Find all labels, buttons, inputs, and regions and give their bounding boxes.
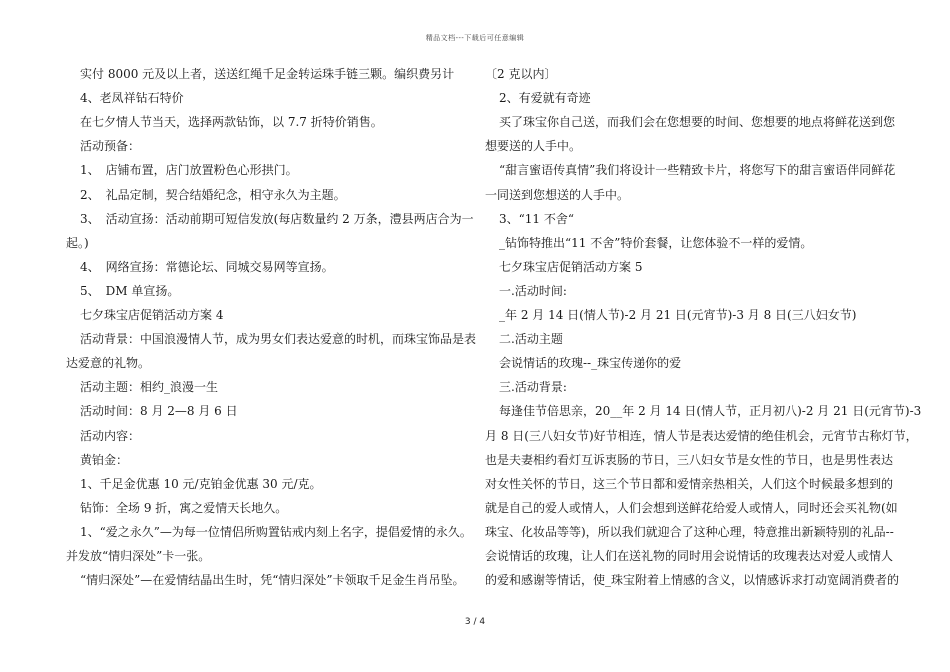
left-line: 起。) xyxy=(66,235,89,250)
left-line: 钻饰：全场 9 折，寓之爱情天长地久。 xyxy=(80,500,288,515)
right-line: 对女性关怀的节日，这三个节日都和爱情亲热相关，人们这个时候最多想到的 xyxy=(485,476,894,491)
page-header: 精品文档---下载后可任意编辑 xyxy=(425,34,525,42)
right-line: 每逢佳节倍思亲，20__年 2 月 14 日(情人节，正月初八)-2 月 21 日(元宵节)-3 xyxy=(499,404,922,419)
right-line: 一.活动时间: xyxy=(499,283,567,298)
right-line: 买了珠宝你自己送，而我们会在您想要的时间、您想要的地点将鲜花送到您 xyxy=(499,115,896,130)
right-line: 也是夫妻相约看灯互诉衷肠的节日，三八妇女节是女性的节日，也是男性表达 xyxy=(485,452,894,467)
right-line: 月 8 日(三八妇女节)好节相连，情人节是表达爱情的绝佳机会，元宵节古称灯节， xyxy=(485,428,918,443)
left-line: “情归深处”—在爱情结晶出生时，凭“情归深处”卡领取千足金生肖吊坠。 xyxy=(80,573,465,588)
left-line: 2、 礼品定制，契合结婚纪念，相守永久为主题。 xyxy=(80,187,346,202)
right-line: 〔2 克以内〕 xyxy=(485,67,557,81)
left-line: 活动背景：中国浪漫情人节，成为男女们表达爱意的时机，而珠宝饰品是表 xyxy=(80,332,477,347)
left-line: 1、 店铺布置，店门放置粉色心形拱门。 xyxy=(80,163,298,178)
page-number: 3 / 4 xyxy=(464,617,486,627)
right-line: 七夕珠宝店促销活动方案 5 xyxy=(499,259,643,274)
left-line: 在七夕情人节当天，选择两款钻饰，以 7.7 折特价销售。 xyxy=(80,115,383,130)
right-line: 二.活动主题 xyxy=(499,332,563,347)
left-line: 活动时间：8 月 2—8 月 6 日 xyxy=(80,404,238,419)
right-line: 2、有爱就有奇迹 xyxy=(499,91,591,106)
left-line: 黄铂金： xyxy=(80,452,129,467)
left-line: 活动预备： xyxy=(80,139,141,154)
right-line: 的爱和感谢等情话，使_珠宝附着上情感的含义，以情感诉求打动宽阔消费者的 xyxy=(485,573,900,588)
left-line: 4、 网络宣扬：常德论坛、同城交易网等宣扬。 xyxy=(80,259,334,274)
left-line: 4、老凤祥钻石特价 xyxy=(80,91,184,106)
left-line: 活动内容： xyxy=(80,428,141,443)
left-line: 实付 8000 元及以上者，送送红绳千足金转运珠手链三颗。编织费另计 xyxy=(80,67,455,81)
left-line: 1、千足金优惠 10 元/克铂金优惠 30 元/克。 xyxy=(80,476,322,491)
left-line: 3、 活动宣扬：活动前期可短信发放(每店数量约 2 万条，澧县两店合为一 xyxy=(80,211,474,226)
right-line: _年 2 月 14 日(情人节)-2 月 21 日(元宵节)-3 月 8 日(三八妇女节) xyxy=(499,308,857,322)
right-line: “甜言蜜语传真情”我们将设计一些精致卡片，将您写下的甜言蜜语伴同鲜花 xyxy=(499,163,896,178)
right-line: 会说情话的玫瑰，让人们在送礼物的同时用会说情话的玫瑰表达对爱人或情人 xyxy=(485,549,894,563)
right-line: 就是自己的爱人或情人，人们会想到送鲜花给爱人或情人，同时还会买礼物(如 xyxy=(485,500,898,515)
right-line: 会说情话的玫瑰--_珠宝传递你的爱 xyxy=(499,356,682,371)
right-line: 一同送到您想送的人手中。 xyxy=(485,187,630,202)
left-line: 达爱意的礼物。 xyxy=(66,356,151,371)
right-line: 三.活动背景: xyxy=(499,380,567,395)
left-line: 5、 DM 单宣扬。 xyxy=(80,283,180,298)
right-line: 珠宝、化妆品等等)，所以我们就迎合了这种心理，特意推出新颖特别的礼品-- xyxy=(485,524,894,539)
right-line: 想要送的人手中。 xyxy=(485,139,582,154)
left-line: 七夕珠宝店促销活动方案 4 xyxy=(80,308,224,322)
left-line: 活动主题：相约_浪漫一生 xyxy=(80,380,219,395)
left-line: 1、“爱之永久”—为每一位情侣所购置钻戒内刻上名字，提倡爱情的永久。 xyxy=(80,524,472,539)
right-line: _钻饰特推出“11 不舍”特价套餐，让您体验不一样的爱情。 xyxy=(499,235,813,250)
left-line: 并发放“情归深处”卡一张。 xyxy=(66,549,211,563)
right-line: 3、“11 不舍“ xyxy=(499,211,574,226)
